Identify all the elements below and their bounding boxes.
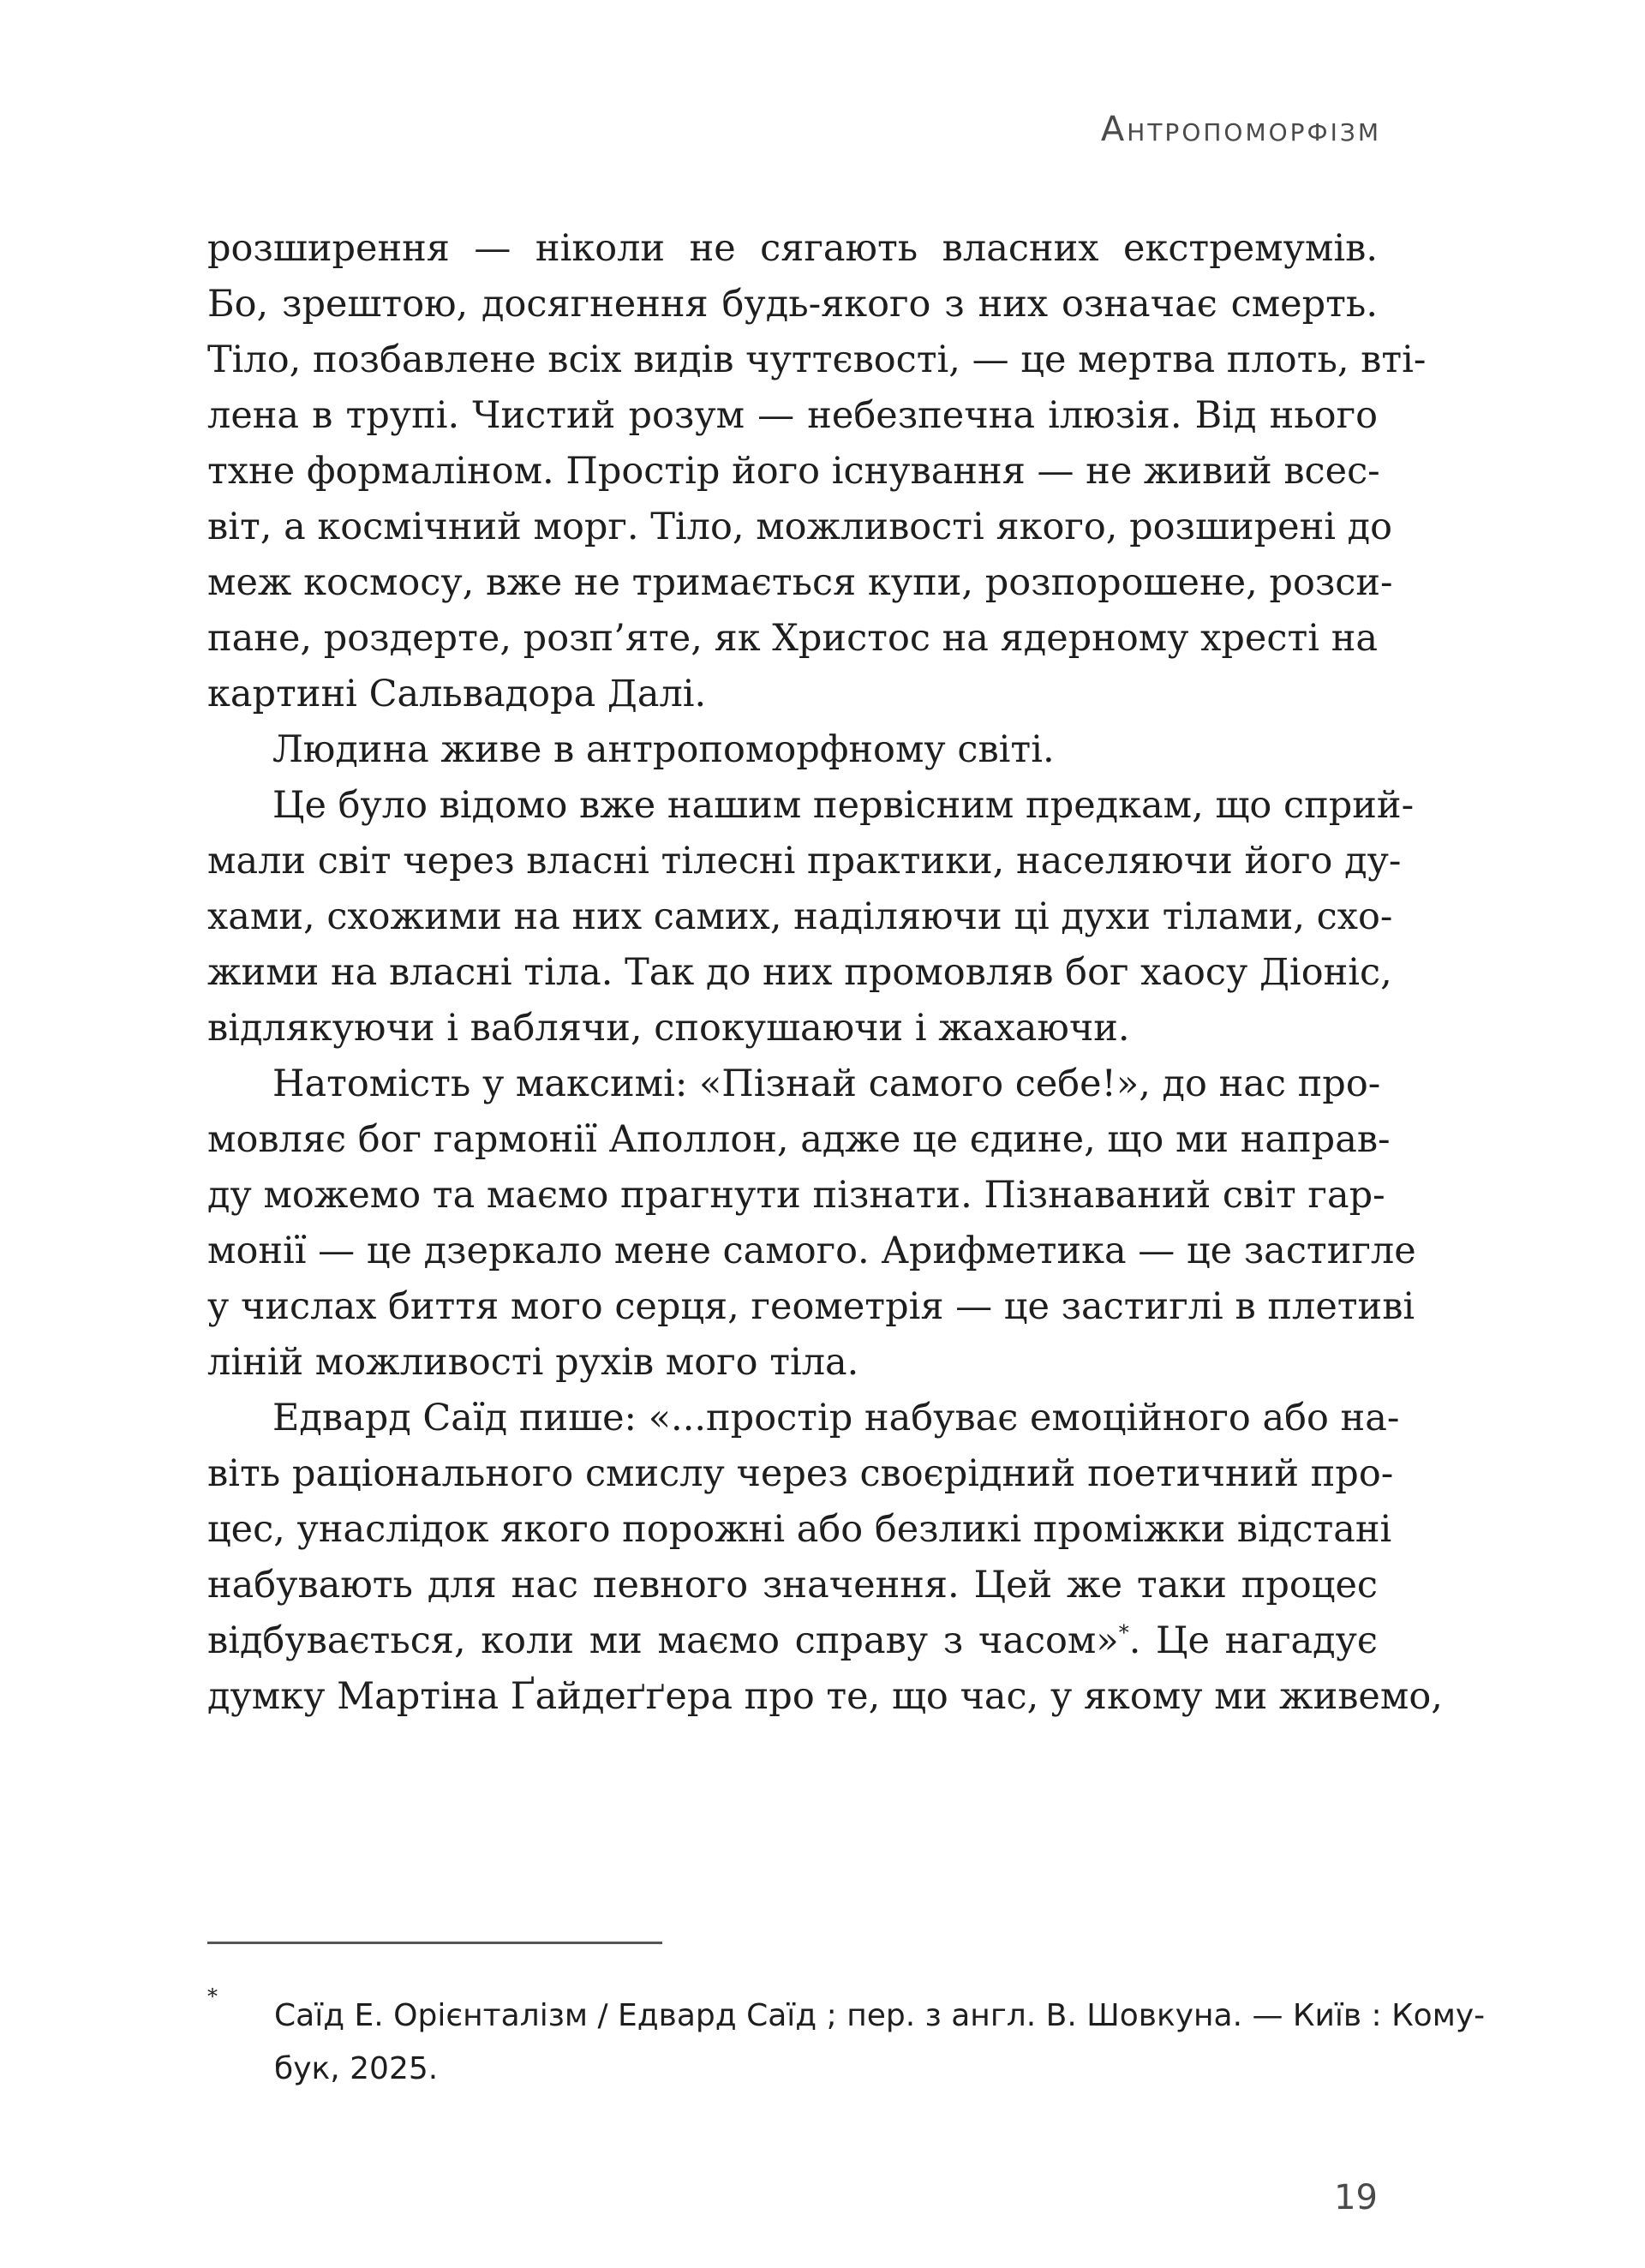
page-number: 19 [1334, 2178, 1378, 2217]
footnote-marker: * [207, 1984, 218, 2008]
text-line: Тіло, позбавлене всіх видів чуттєвості, — це мертва плоть, вті- [207, 338, 1427, 381]
text-line: меж космосу, вже не тримається купи, розпорошене, розси- [207, 561, 1393, 604]
footnote [207, 1984, 1486, 2096]
text-line: жими на власні тіла. Так до них промовляв бог хаосу Діоніс, [207, 951, 1392, 994]
text-segment: . Це нагадує [1128, 1619, 1378, 1662]
footnote-reference[interactable]: * [1118, 1620, 1129, 1645]
text-line: картині Сальвадора Далі. [207, 673, 707, 715]
text-line: пане, роздерте, розп’яте, як Христос на ядерному хресті на [207, 617, 1378, 660]
footnote-line: бук, 2025. [274, 2051, 439, 2086]
text-line: монії — це дзеркало мене самого. Арифметика — це застигле [207, 1230, 1416, 1272]
text-line: тхне формаліном. Простір його існування — не живий всес- [207, 450, 1380, 493]
text-line: Бо, зрештою, досягнення будь-якого з них означає смерть. [207, 283, 1378, 326]
footnote-rule [207, 1942, 662, 1944]
text-line: у числах биття мого серця, геометрія — це застиглі в плетиві [207, 1285, 1415, 1328]
text-line: хами, схожими на них самих, наділяючи ці духи тілами, схо- [207, 895, 1393, 938]
footnote-line: Саїд Е. Орієнталізм / Едвард Саїд ; пер. з англ. В. Шовкуна. — Київ : Кому- [274, 1998, 1486, 2033]
text-line: набувають для нас певного значення. Цей же таки процес [207, 1564, 1378, 1607]
text-line: відлякуючи і ваблячи, спокушаючи і жахаючи. [207, 1007, 1130, 1050]
text-line: цес, унаслідок якого порожні або безликі проміжки відстані [207, 1508, 1392, 1551]
text-line: Едвард Саїд пише: «...простір набуває емоційного або на- [272, 1397, 1400, 1439]
text-line-with-footnote-ref [207, 1613, 1378, 1669]
text-line: думку Мартіна Ґайдеґґера про те, що час, у якому ми живемо, [207, 1675, 1443, 1718]
text-line: Це було відомо вже нашим первісним предкам, що сприй- [272, 784, 1415, 827]
text-line: лена в трупі. Чистий розум — небезпечна ілюзія. Від нього [207, 394, 1378, 437]
running-head: Антропоморфізм [1100, 110, 1381, 149]
text-segment: відбувається, коли ми маємо справу з часом» [207, 1619, 1119, 1662]
text-line: Людина живе в антропоморфному світі. [272, 728, 1055, 771]
text-line: мали світ через власні тілесні практики, населяючи його ду- [207, 840, 1402, 883]
text-line: мовляє бог гармонії Аполлон, адже це єдине, що ми направ- [207, 1118, 1391, 1161]
text-line: ліній можливості рухів мого тіла. [207, 1341, 859, 1384]
text-line: віть раціонального смислу через своєрідний поетичний про- [207, 1452, 1394, 1495]
body-text [207, 221, 1443, 1725]
text-line: віт, а космічний морг. Тіло, можливості якого, розширені до [207, 506, 1393, 548]
text-line: ду можемо та маємо прагнути пізнати. Пізнаваний світ гар- [207, 1174, 1385, 1217]
text-line: Натомість у максимі: «Пізнай самого себе!», до нас про- [272, 1062, 1381, 1105]
text-line: розширення — ніколи не сягають власних екстремумів. [207, 227, 1378, 270]
